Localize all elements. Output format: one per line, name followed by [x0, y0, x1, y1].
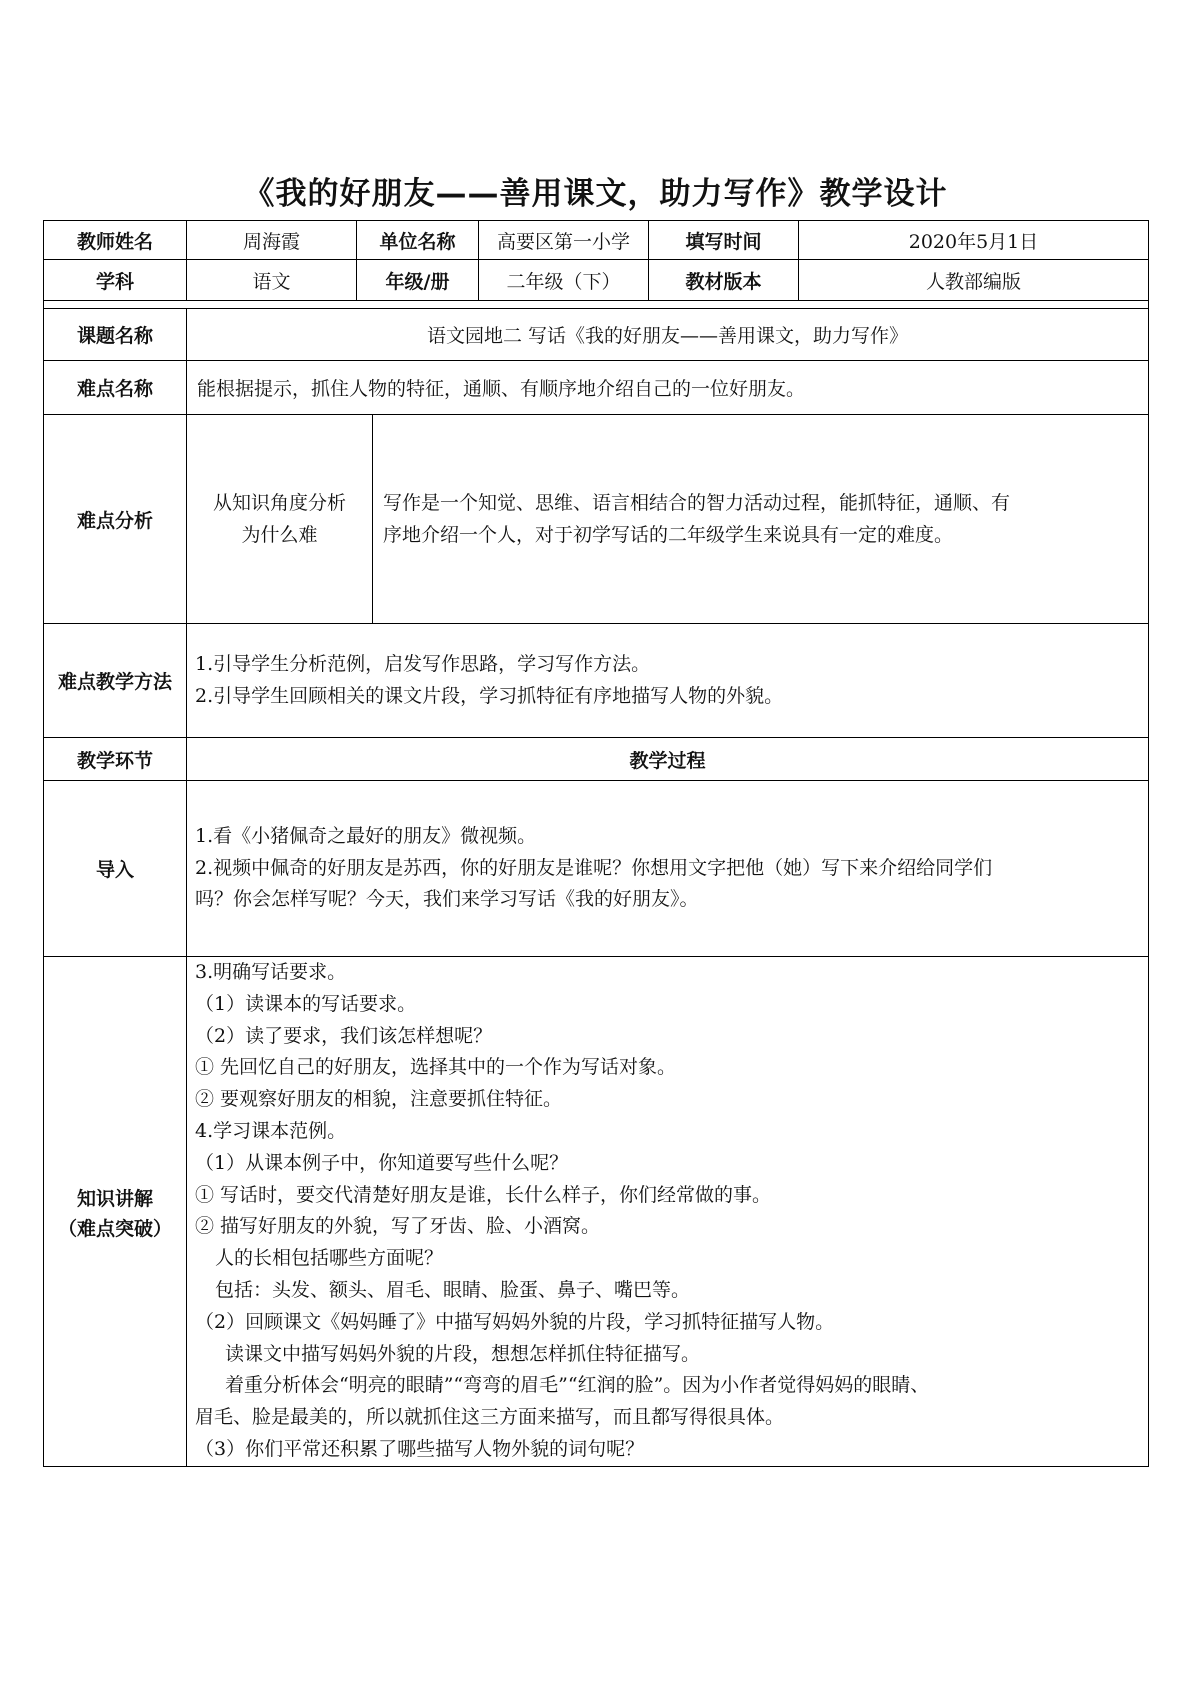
intro-line3: 吗？你会怎样写呢？今天，我们来学习写话《我的好朋友》。 [195, 888, 699, 911]
teacher-value: 周海霞 [187, 221, 357, 260]
edition-label: 教材版本 [649, 260, 799, 301]
knowledge-line: ② 要观察好朋友的相貌，注意要抓住特征。 [195, 1088, 563, 1111]
difficulty-label: 难点名称 [44, 361, 187, 415]
method-label: 难点教学方法 [44, 624, 187, 738]
analysis-cell [187, 415, 1149, 624]
spacer-row [44, 301, 1149, 309]
date-value: 2020年5月1日 [799, 221, 1149, 260]
subject-value: 语文 [187, 260, 357, 301]
intro-line2: 2.视频中佩奇的好朋友是苏西，你的好朋友是谁呢？你想用文字把他（她）写下来介绍给同学们 [195, 856, 993, 879]
document-title: 《我的好朋友——善用课文，助力写作》教学设计 [243, 176, 948, 212]
knowledge-label [44, 957, 187, 1467]
knowledge-line: （2）读了要求，我们该怎样想呢？ [195, 1024, 493, 1047]
knowledge-line: ① 写话时，要交代清楚好朋友是谁，长什么样子，你们经常做的事。 [195, 1183, 772, 1206]
topic-value: 语文园地二 写话《我的好朋友——善用课文，助力写作》 [187, 309, 1149, 361]
intro-line1: 1.看《小猪佩奇之最好的朋友》微视频。 [195, 824, 537, 847]
analysis-label: 难点分析 [44, 415, 187, 624]
process-header-label: 教学环节 [44, 738, 187, 781]
knowledge-text [187, 957, 1149, 1467]
analysis-line2: 序地介绍一个人，对于初学写话的二年级学生来说具有一定的难度。 [383, 524, 954, 546]
difficulty-value: 能根据提示，抓住人物的特征，通顺、有顺序地介绍自己的一位好朋友。 [187, 361, 1149, 415]
edition-value: 人教部编版 [799, 260, 1149, 301]
method-line1: 1.引导学生分析范例，启发写作思路，学习写作方法。 [195, 652, 651, 675]
knowledge-line: （3）你们平常还积累了哪些描写人物外貌的词句呢？ [195, 1437, 645, 1460]
grade-value: 二年级（下） [479, 260, 649, 301]
teacher-label: 教师姓名 [44, 221, 187, 260]
knowledge-line: （2）回顾课文《妈妈睡了》中描写妈妈外貌的片段，学习抓特征描写人物。 [195, 1310, 835, 1333]
analysis-angle [187, 415, 373, 623]
subject-label: 学科 [44, 260, 187, 301]
analysis-text [373, 415, 1148, 623]
knowledge-line: ② 描写好朋友的外貌，写了牙齿、脸、小酒窝。 [195, 1215, 601, 1238]
knowledge-line: 人的长相包括哪些方面呢？ [215, 1247, 444, 1270]
method-line2: 2.引导学生回顾相关的课文片段，学习抓特征有序地描写人物的外貌。 [195, 684, 784, 707]
unit-value: 高要区第一小学 [479, 221, 649, 260]
knowledge-line: ① 先回忆自己的好朋友，选择其中的一个作为写话对象。 [195, 1056, 677, 1079]
grade-label: 年级/册 [357, 260, 479, 301]
topic-label: 课题名称 [44, 309, 187, 361]
knowledge-label-line1: 知识讲解 [76, 1188, 153, 1211]
knowledge-line: 3.明确写话要求。 [195, 961, 347, 983]
intro-label: 导入 [44, 781, 187, 957]
date-label: 填写时间 [649, 221, 799, 260]
knowledge-line: 读课文中描写妈妈外貌的片段，想想怎样抓住特征描写。 [225, 1342, 701, 1365]
knowledge-line: （1）从课本例子中，你知道要写些什么呢？ [195, 1151, 569, 1174]
knowledge-line: 4.学习课本范例。 [195, 1119, 347, 1142]
process-header-value: 教学过程 [187, 738, 1149, 781]
knowledge-line: 着重分析体会“明亮的眼睛”“弯弯的眉毛”“红润的脸”。因为小作者觉得妈妈的眼睛、 [225, 1374, 930, 1397]
intro-text [187, 781, 1149, 957]
knowledge-line: 眉毛、脸是最美的，所以就抓住这三方面来描写，而且都写得很具体。 [195, 1406, 785, 1429]
lesson-plan-table [43, 220, 1149, 1467]
analysis-angle-line1: 从知识角度分析 [212, 492, 346, 514]
knowledge-label-line2: （难点突破） [57, 1218, 172, 1241]
method-text [187, 624, 1149, 738]
analysis-line1: 写作是一个知觉、思维、语言相结合的智力活动过程，能抓特征，通顺、有 [383, 492, 1011, 514]
unit-label: 单位名称 [357, 221, 479, 260]
knowledge-line: 包括：头发、额头、眉毛、眼睛、脸蛋、鼻子、嘴巴等。 [215, 1278, 691, 1301]
analysis-angle-line2: 为什么难 [241, 524, 318, 546]
knowledge-line: （1）读课本的写话要求。 [195, 992, 417, 1015]
